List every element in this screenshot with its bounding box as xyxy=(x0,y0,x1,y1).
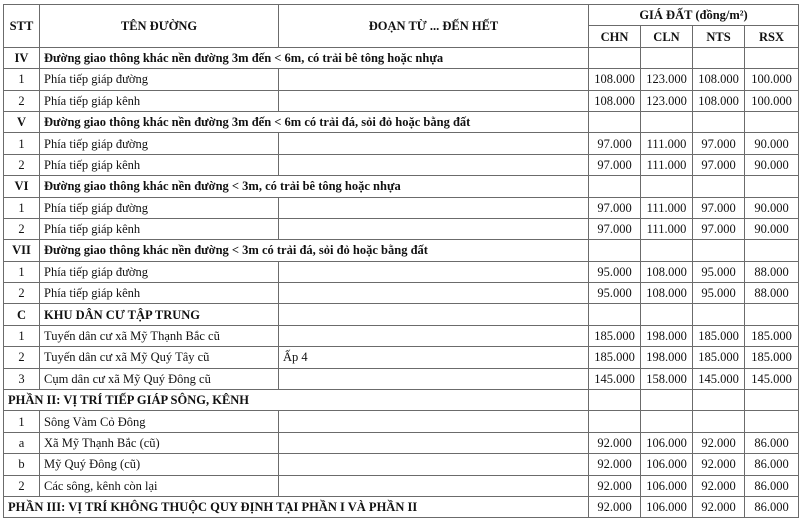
row-stt: IV xyxy=(4,47,40,68)
section-row xyxy=(4,111,799,132)
header-stt: STT xyxy=(4,5,40,48)
price-nts: 92.000 xyxy=(693,475,745,496)
price-rsx: 88.000 xyxy=(745,261,799,282)
price-rsx: 86.000 xyxy=(745,475,799,496)
row-ten-duong: Xã Mỹ Thạnh Bắc (cũ) xyxy=(40,432,279,453)
table-row xyxy=(4,368,799,389)
row-doan xyxy=(279,454,589,475)
price-rsx: 185.000 xyxy=(745,325,799,346)
row-stt: C xyxy=(4,304,40,325)
price-cln xyxy=(641,111,693,132)
row-stt: 1 xyxy=(4,197,40,218)
price-cln: 198.000 xyxy=(641,325,693,346)
row-doan xyxy=(279,432,589,453)
price-rsx xyxy=(745,111,799,132)
price-nts: 92.000 xyxy=(693,432,745,453)
price-cln xyxy=(641,390,693,411)
header-cln: CLN xyxy=(641,26,693,47)
header-nts: NTS xyxy=(693,26,745,47)
section-title: Đường giao thông khác nền đường < 3m, có trải bê tông hoặc nhựa xyxy=(40,176,589,197)
row-ten-duong: Phía tiếp giáp kênh xyxy=(40,90,279,111)
price-chn: 185.000 xyxy=(589,325,641,346)
price-cln xyxy=(641,304,693,325)
row-doan xyxy=(279,133,589,154)
price-chn xyxy=(589,304,641,325)
price-cln: 106.000 xyxy=(641,432,693,453)
row-doan xyxy=(279,69,589,90)
row-doan xyxy=(279,283,589,304)
price-chn: 108.000 xyxy=(589,90,641,111)
price-rsx: 145.000 xyxy=(745,368,799,389)
price-cln: 123.000 xyxy=(641,90,693,111)
price-chn xyxy=(589,176,641,197)
table-row xyxy=(4,218,799,239)
price-chn: 97.000 xyxy=(589,197,641,218)
price-nts xyxy=(693,304,745,325)
price-rsx: 100.000 xyxy=(745,69,799,90)
price-cln: 123.000 xyxy=(641,69,693,90)
price-chn: 95.000 xyxy=(589,261,641,282)
row-stt: 2 xyxy=(4,218,40,239)
price-chn: 95.000 xyxy=(589,283,641,304)
row-stt: 1 xyxy=(4,133,40,154)
row-stt: 1 xyxy=(4,325,40,346)
table-row xyxy=(4,454,799,475)
header-chn: CHN xyxy=(589,26,641,47)
price-rsx: 86.000 xyxy=(745,454,799,475)
price-nts: 92.000 xyxy=(693,454,745,475)
price-rsx: 86.000 xyxy=(745,496,799,517)
price-chn: 92.000 xyxy=(589,432,641,453)
row-ten-duong: Phía tiếp giáp kênh xyxy=(40,218,279,239)
row-stt: 3 xyxy=(4,368,40,389)
price-chn: 97.000 xyxy=(589,218,641,239)
row-doan xyxy=(279,304,589,325)
price-cln: 111.000 xyxy=(641,197,693,218)
header-doan: ĐOẠN TỪ ... ĐẾN HẾT xyxy=(279,5,589,48)
price-rsx: 90.000 xyxy=(745,154,799,175)
row-doan xyxy=(279,261,589,282)
price-nts: 97.000 xyxy=(693,133,745,154)
table-row xyxy=(4,325,799,346)
price-nts: 97.000 xyxy=(693,197,745,218)
row-stt: 2 xyxy=(4,283,40,304)
header-ten-duong: TÊN ĐƯỜNG xyxy=(40,5,279,48)
price-cln: 158.000 xyxy=(641,368,693,389)
price-cln xyxy=(641,240,693,261)
price-nts: 92.000 xyxy=(693,496,745,517)
row-ten-duong: Các sông, kênh còn lại xyxy=(40,475,279,496)
price-rsx: 185.000 xyxy=(745,347,799,368)
row-ten-duong: Cụm dân cư xã Mỹ Quý Đông cũ xyxy=(40,368,279,389)
table-row xyxy=(4,69,799,90)
row-stt: VII xyxy=(4,240,40,261)
row-stt: 1 xyxy=(4,261,40,282)
price-chn: 92.000 xyxy=(589,454,641,475)
table-row xyxy=(4,90,799,111)
row-stt: 2 xyxy=(4,347,40,368)
row-doan xyxy=(279,411,589,432)
price-chn xyxy=(589,47,641,68)
price-chn xyxy=(589,240,641,261)
price-nts: 97.000 xyxy=(693,218,745,239)
table-row xyxy=(4,197,799,218)
price-rsx: 90.000 xyxy=(745,197,799,218)
row-stt: 1 xyxy=(4,69,40,90)
row-doan xyxy=(279,368,589,389)
price-rsx: 90.000 xyxy=(745,218,799,239)
section-title: Đường giao thông khác nền đường < 3m có trải đá, sỏi đỏ hoặc bằng đất xyxy=(40,240,589,261)
price-rsx: 86.000 xyxy=(745,432,799,453)
section-title: KHU DÂN CƯ TẬP TRUNG xyxy=(40,304,279,325)
part-title: PHẦN II: VỊ TRÍ TIẾP GIÁP SÔNG, KÊNH xyxy=(4,390,589,411)
price-cln xyxy=(641,47,693,68)
price-nts xyxy=(693,390,745,411)
row-doan xyxy=(279,325,589,346)
price-nts: 185.000 xyxy=(693,325,745,346)
price-cln: 111.000 xyxy=(641,218,693,239)
price-cln xyxy=(641,411,693,432)
table-row xyxy=(4,411,799,432)
header-gia-dat: GIÁ ĐẤT (đồng/m²) xyxy=(589,5,799,26)
price-nts: 95.000 xyxy=(693,283,745,304)
row-stt: V xyxy=(4,111,40,132)
table-row xyxy=(4,283,799,304)
row-stt: VI xyxy=(4,176,40,197)
price-chn: 97.000 xyxy=(589,133,641,154)
table-header xyxy=(4,5,799,48)
row-stt: a xyxy=(4,432,40,453)
price-cln: 108.000 xyxy=(641,283,693,304)
row-stt: 2 xyxy=(4,475,40,496)
row-doan xyxy=(279,90,589,111)
row-ten-duong: Mỹ Quý Đông (cũ) xyxy=(40,454,279,475)
row-doan xyxy=(279,197,589,218)
price-cln: 198.000 xyxy=(641,347,693,368)
table-row xyxy=(4,432,799,453)
price-rsx xyxy=(745,176,799,197)
price-nts xyxy=(693,111,745,132)
part-title: PHẦN III: VỊ TRÍ KHÔNG THUỘC QUY ĐỊNH TẠI PHẦN I VÀ PHẦN II xyxy=(4,496,589,517)
price-chn: 108.000 xyxy=(589,69,641,90)
row-doan xyxy=(279,475,589,496)
price-nts xyxy=(693,411,745,432)
price-rsx xyxy=(745,47,799,68)
price-nts xyxy=(693,240,745,261)
section-row xyxy=(4,47,799,68)
table-body xyxy=(4,47,799,518)
price-rsx: 88.000 xyxy=(745,283,799,304)
table-row xyxy=(4,347,799,368)
price-chn: 97.000 xyxy=(589,154,641,175)
price-rsx xyxy=(745,240,799,261)
row-stt: b xyxy=(4,454,40,475)
price-chn: 185.000 xyxy=(589,347,641,368)
row-ten-duong: Sông Vàm Cỏ Đông xyxy=(40,411,279,432)
price-nts: 95.000 xyxy=(693,261,745,282)
price-cln: 111.000 xyxy=(641,133,693,154)
price-nts: 108.000 xyxy=(693,90,745,111)
row-doan: Ấp 4 xyxy=(279,347,589,368)
price-nts xyxy=(693,176,745,197)
row-ten-duong: Phía tiếp giáp đường xyxy=(40,197,279,218)
price-chn xyxy=(589,111,641,132)
price-nts: 145.000 xyxy=(693,368,745,389)
section-row xyxy=(4,304,799,325)
price-cln: 108.000 xyxy=(641,261,693,282)
row-ten-duong: Tuyến dân cư xã Mỹ Thạnh Bắc cũ xyxy=(40,325,279,346)
part-row xyxy=(4,496,799,517)
price-cln: 111.000 xyxy=(641,154,693,175)
price-chn: 145.000 xyxy=(589,368,641,389)
part-row xyxy=(4,390,799,411)
row-stt: 2 xyxy=(4,154,40,175)
table-row xyxy=(4,261,799,282)
price-chn: 92.000 xyxy=(589,496,641,517)
section-title: Đường giao thông khác nền đường 3m đến < 6m, có trải bê tông hoặc nhựa xyxy=(40,47,589,68)
row-stt: 2 xyxy=(4,90,40,111)
row-doan xyxy=(279,154,589,175)
price-cln: 106.000 xyxy=(641,454,693,475)
price-rsx xyxy=(745,411,799,432)
price-chn: 92.000 xyxy=(589,475,641,496)
header-rsx: RSX xyxy=(745,26,799,47)
table-row xyxy=(4,154,799,175)
row-ten-duong: Phía tiếp giáp kênh xyxy=(40,283,279,304)
section-row xyxy=(4,176,799,197)
price-chn xyxy=(589,411,641,432)
price-nts: 108.000 xyxy=(693,69,745,90)
price-chn xyxy=(589,390,641,411)
row-ten-duong: Phía tiếp giáp đường xyxy=(40,133,279,154)
price-cln xyxy=(641,176,693,197)
row-ten-duong: Phía tiếp giáp kênh xyxy=(40,154,279,175)
price-cln: 106.000 xyxy=(641,496,693,517)
price-nts: 185.000 xyxy=(693,347,745,368)
land-price-table xyxy=(3,4,799,518)
section-title: Đường giao thông khác nền đường 3m đến < 6m có trải đá, sỏi đỏ hoặc bằng đất xyxy=(40,111,589,132)
row-doan xyxy=(279,218,589,239)
table-row xyxy=(4,475,799,496)
price-rsx xyxy=(745,390,799,411)
price-rsx: 90.000 xyxy=(745,133,799,154)
price-nts xyxy=(693,47,745,68)
table-row xyxy=(4,133,799,154)
section-row xyxy=(4,240,799,261)
price-rsx xyxy=(745,304,799,325)
price-cln: 106.000 xyxy=(641,475,693,496)
row-ten-duong: Phía tiếp giáp đường xyxy=(40,261,279,282)
row-stt: 1 xyxy=(4,411,40,432)
row-ten-duong: Tuyến dân cư xã Mỹ Quý Tây cũ xyxy=(40,347,279,368)
row-ten-duong: Phía tiếp giáp đường xyxy=(40,69,279,90)
price-nts: 97.000 xyxy=(693,154,745,175)
price-rsx: 100.000 xyxy=(745,90,799,111)
